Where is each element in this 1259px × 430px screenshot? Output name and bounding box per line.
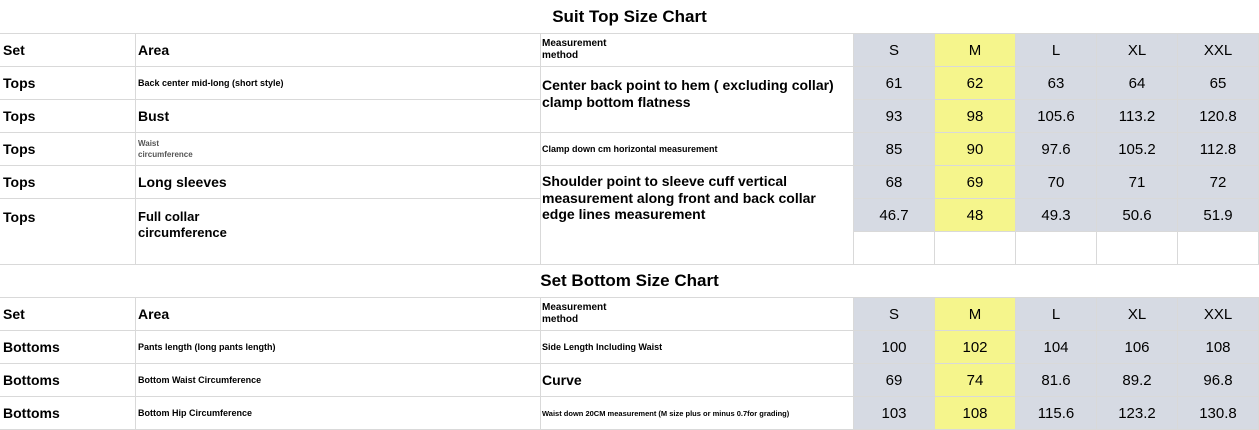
top-row-2-method: [541, 100, 854, 133]
top-row-1-xxl: 65: [1178, 67, 1259, 100]
bottom-row-3-s: 103: [854, 397, 935, 430]
top-row-5-area: [136, 199, 541, 265]
top-row-2-area: Bust: [136, 100, 541, 133]
bottom-row-2-xxl: 96.8: [1178, 364, 1259, 397]
top-row-1-m: 62: [935, 67, 1016, 100]
top-row-5-l: 49.3: [1016, 199, 1097, 232]
bottom-row-2-m: 74: [935, 364, 1016, 397]
top-row-4-xxl: 72: [1178, 166, 1259, 199]
bottom-row-3-method: Waist down 20CM measurement (M size plus or minus 0.7for grading): [541, 397, 854, 430]
top-empty-cell: [1178, 232, 1259, 265]
bottom-row-1-method: Side Length Including Waist: [541, 331, 854, 364]
bottom-row-3-xxl: 130.8: [1178, 397, 1259, 430]
top-row-5-method: [541, 199, 854, 265]
bottom-header-size-m: M: [935, 298, 1016, 331]
top-row-3-s: 85: [854, 133, 935, 166]
bottom-row-2-set: Bottoms: [0, 364, 136, 397]
bottom-header-size-l: L: [1016, 298, 1097, 331]
top-row-4-method-text: Shoulder point to sleeve cuff vertical measurement along front and back collar edge lines measurement: [542, 173, 816, 222]
top-row-4-s: 68: [854, 166, 935, 199]
top-row-2-xxl: 120.8: [1178, 100, 1259, 133]
bottom-row-1-m: 102: [935, 331, 1016, 364]
top-row-3-area: Waist circumference: [136, 133, 541, 166]
bottom-row-2-s: 69: [854, 364, 935, 397]
top-header-set: Set: [0, 34, 136, 67]
bottom-row-3-set: Bottoms: [0, 397, 136, 430]
bottom-row-2-l: 81.6: [1016, 364, 1097, 397]
bottom-row-1-xxl: 108: [1178, 331, 1259, 364]
top-row-5-xl: 50.6: [1097, 199, 1178, 232]
bottom-chart-title: Set Bottom Size Chart: [0, 265, 1259, 298]
top-row-5-set: Tops: [0, 199, 136, 265]
top-row-4-xl: 71: [1097, 166, 1178, 199]
top-row-4-set: Tops: [0, 166, 136, 199]
top-row-3-l: 97.6: [1016, 133, 1097, 166]
top-header-size-xl: XL: [1097, 34, 1178, 67]
top-row-5-s: 46.7: [854, 199, 935, 232]
bottom-row-2-method: Curve: [541, 364, 854, 397]
bottom-header-size-s: S: [854, 298, 935, 331]
bottom-row-1-area: Pants length (long pants length): [136, 331, 541, 364]
bottom-row-1-l: 104: [1016, 331, 1097, 364]
bottom-row-3-m: 108: [935, 397, 1016, 430]
top-row-3-method: Clamp down cm horizontal measurement: [541, 133, 854, 166]
top-row-4-method: [541, 166, 854, 222]
top-row-5-xxl: 51.9: [1178, 199, 1259, 232]
top-header-size-xxl: XXL: [1178, 34, 1259, 67]
top-row-1-xl: 64: [1097, 67, 1178, 100]
top-row-1-s: 61: [854, 67, 935, 100]
bottom-header-method: Measurement method: [541, 298, 854, 331]
top-row-5-m: 48: [935, 199, 1016, 232]
bottom-row-1-xl: 106: [1097, 331, 1178, 364]
top-row-2-s: 93: [854, 100, 935, 133]
top-row-3-set: Tops: [0, 133, 136, 166]
top-row-2-set: Tops: [0, 100, 136, 133]
top-row-1-method-text: Center back point to hem ( excluding collar) clamp bottom flatness: [542, 77, 834, 110]
top-row-3-xxl: 112.8: [1178, 133, 1259, 166]
bottom-row-3-l: 115.6: [1016, 397, 1097, 430]
bottom-header-area: Area: [136, 298, 541, 331]
top-chart-title: Suit Top Size Chart: [0, 0, 1259, 34]
top-header-area: Area: [136, 34, 541, 67]
top-empty-cell: [935, 232, 1016, 265]
top-row-1-l: 63: [1016, 67, 1097, 100]
bottom-row-2-xl: 89.2: [1097, 364, 1178, 397]
top-row-4-l: 70: [1016, 166, 1097, 199]
bottom-header-set: Set: [0, 298, 136, 331]
top-row-5-area-text: Full collar circumference: [138, 209, 227, 240]
top-header-size-m: M: [935, 34, 1016, 67]
top-row-4-m: 69: [935, 166, 1016, 199]
top-header-method: Measurement method: [541, 34, 854, 67]
bottom-row-1-set: Bottoms: [0, 331, 136, 364]
bottom-header-size-xxl: XXL: [1178, 298, 1259, 331]
bottom-row-1-s: 100: [854, 331, 935, 364]
top-row-3-m: 90: [935, 133, 1016, 166]
top-row-3-xl: 105.2: [1097, 133, 1178, 166]
top-row-1-set: Tops: [0, 67, 136, 100]
top-empty-cell: [1016, 232, 1097, 265]
top-empty-cell: [1097, 232, 1178, 265]
top-header-size-l: L: [1016, 34, 1097, 67]
top-row-1-method: [541, 67, 854, 110]
top-header-size-s: S: [854, 34, 935, 67]
top-row-2-l: 105.6: [1016, 100, 1097, 133]
top-row-1-area: Back center mid-long (short style): [136, 67, 541, 100]
top-row-2-m: 98: [935, 100, 1016, 133]
top-empty-cell: [854, 232, 935, 265]
bottom-row-2-area: Bottom Waist Circumference: [136, 364, 541, 397]
top-row-4-area: Long sleeves: [136, 166, 541, 199]
bottom-row-3-xl: 123.2: [1097, 397, 1178, 430]
top-row-2-xl: 113.2: [1097, 100, 1178, 133]
bottom-header-size-xl: XL: [1097, 298, 1178, 331]
bottom-row-3-area: Bottom Hip Circumference: [136, 397, 541, 430]
